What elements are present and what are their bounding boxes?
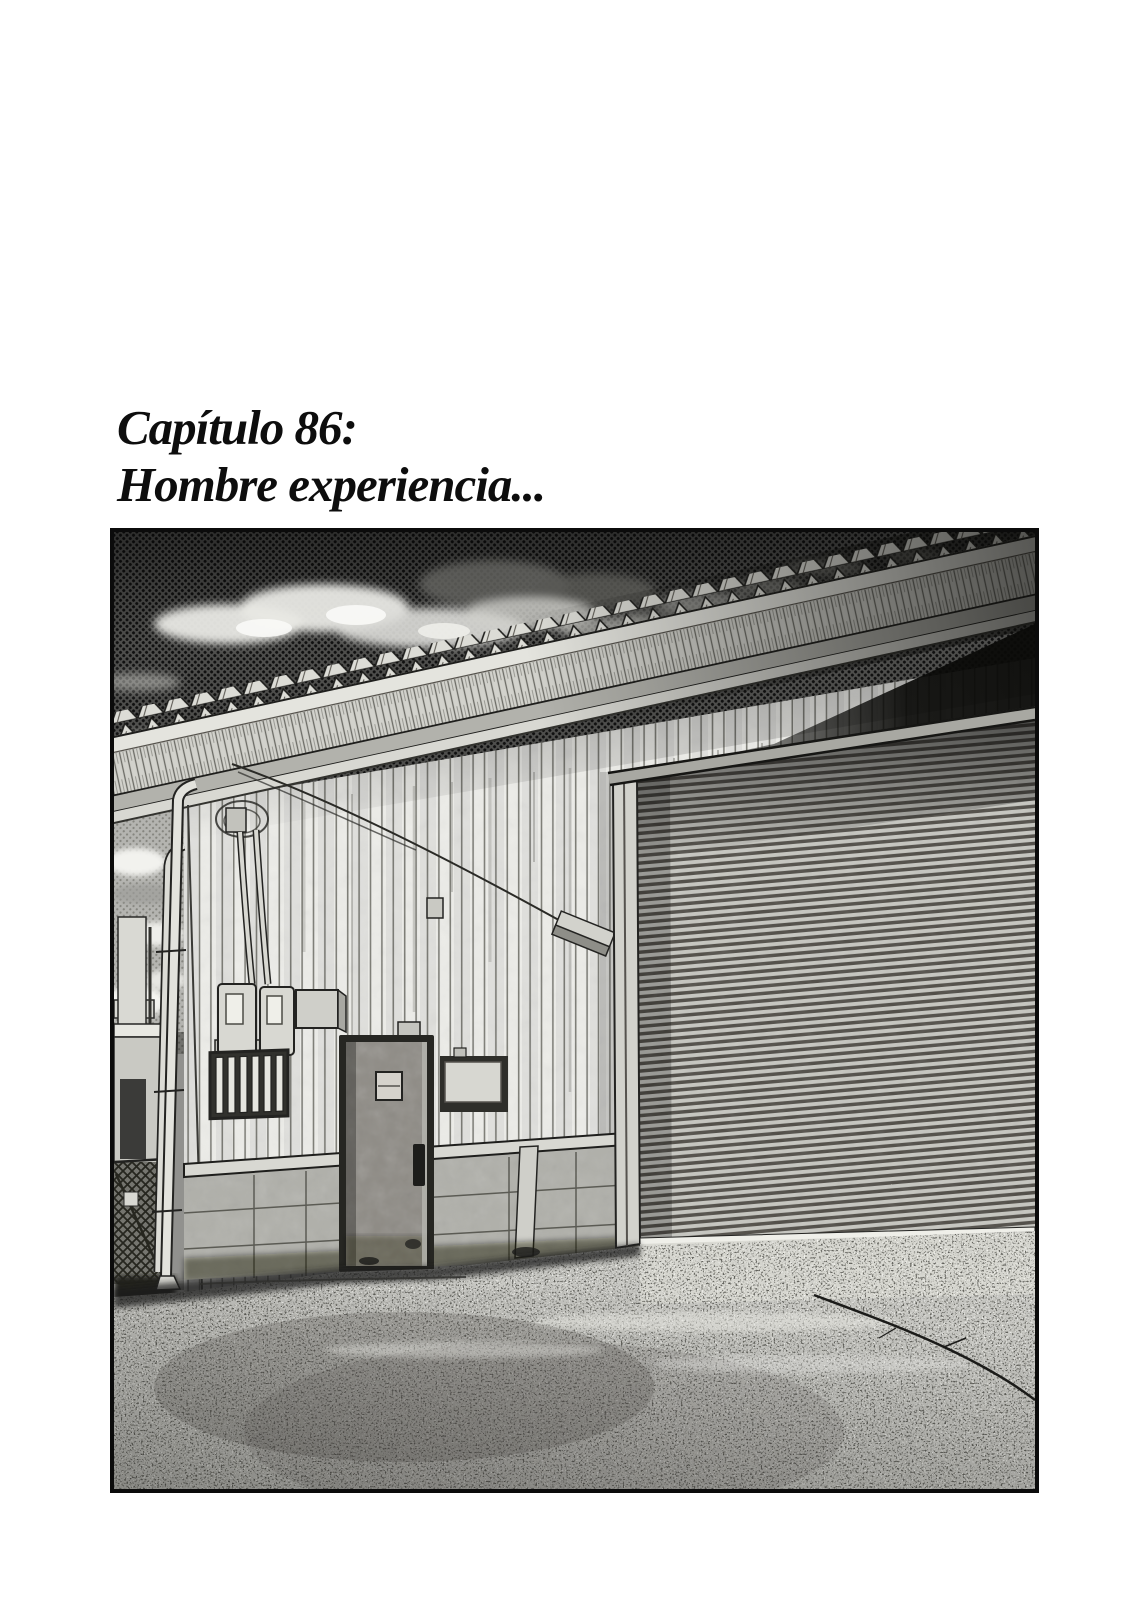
chapter-title-line1: Capítulo 86: xyxy=(117,400,357,455)
warehouse-illustration xyxy=(114,532,1035,1489)
chapter-title xyxy=(117,399,545,513)
background-stack xyxy=(118,917,146,1032)
chapter-title-line2: Hombre experiencia... xyxy=(117,457,546,512)
roller-shutter xyxy=(608,706,1035,1248)
junction-box xyxy=(296,990,338,1028)
background-doorway xyxy=(120,1079,146,1159)
pipe-grille xyxy=(210,1050,288,1119)
service-door xyxy=(339,1035,434,1272)
conduit-junction xyxy=(226,808,246,832)
fence-sign xyxy=(124,1192,138,1206)
manga-panel xyxy=(110,528,1039,1493)
small-wall-box xyxy=(427,898,443,918)
door-handle xyxy=(413,1144,425,1186)
